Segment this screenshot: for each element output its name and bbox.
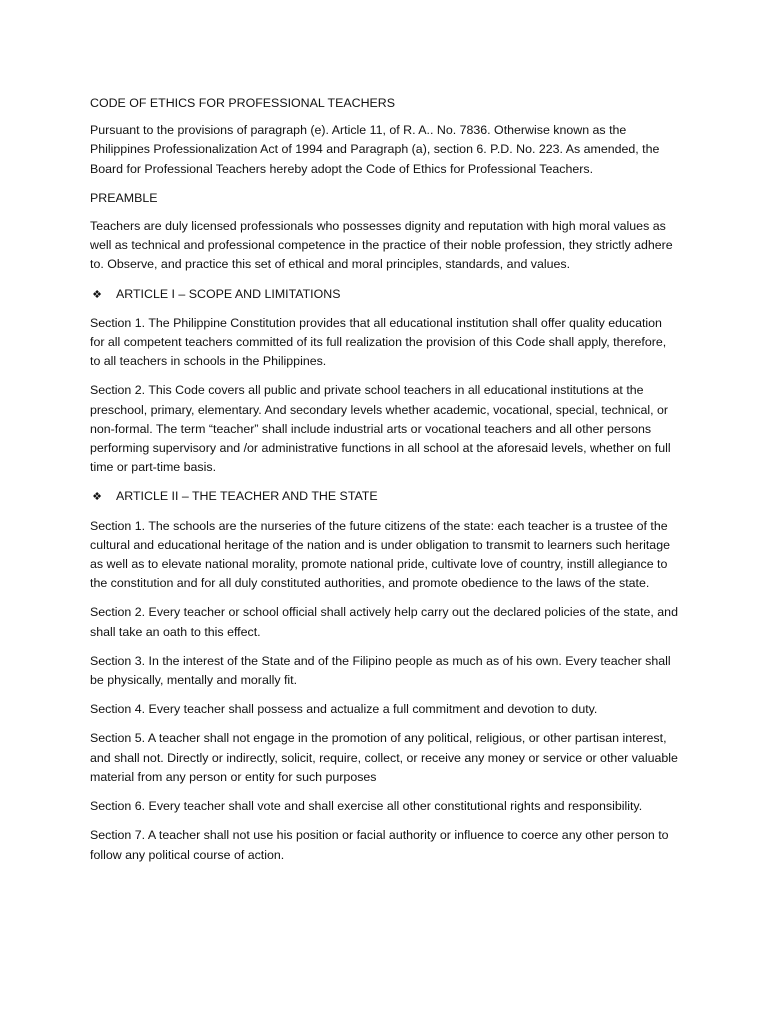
diamond-bullet-icon: ❖ — [92, 287, 102, 301]
section-label: Section 2. — [90, 605, 146, 620]
intro-paragraph: Pursuant to the provisions of paragraph (e). Article 11, of R. A.. No. 7836. Otherwise known as the Philippines Professionalization Act of 1994 and Paragraph (a), section 6. P.D. No. 223. As amended, the Board for Professional Teachers hereby adopt the Code of Ethics for Professional Teachers. — [90, 123, 660, 176]
article-2-section-3 — [90, 652, 678, 690]
section-text: Every teacher shall possess and actualize a full commitment and devotion to duty. — [145, 702, 598, 717]
section-label: Section 1. — [90, 315, 146, 330]
document-title: CODE OF ETHICS FOR PROFESSIONAL TEACHERS — [90, 96, 395, 110]
article-1-heading: ARTICLE I – SCOPE AND LIMITATIONS — [116, 286, 341, 301]
section-text: The schools are the nurseries of the future citizens of the state: each teacher is a trustee of the cultural and educational heritage of the nation and is under obligation to transmit to learners such heritage as well as to elevate national morality, promote national pride, cultivate love of country, instill allegiance to the constitution and for all duly constituted authorities, and promote obedience to the laws of the state. — [90, 518, 670, 591]
section-text: A teacher shall not engage in the promotion of any political, religious, or other partisan interest, and shall not. Directly or indirectly, solicit, require, collect, or receive any money or service or other valuable material from any person or entity for such purposes — [90, 731, 678, 784]
section-label: Section 1. — [90, 518, 146, 533]
article-2-heading: ARTICLE II – THE TEACHER AND THE STATE — [116, 489, 378, 504]
section-text: This Code covers all public and private school teachers in all educational institutions at the preschool, primary, elementary. And secondary levels whether academic, vocational, special, technical, or non-formal. The term “teacher” shall include industrial arts or vocational teachers and all other persons performing supervisory and /or administrative functions in all school at the aforesaid levels, whether on full time or part-time basis. — [90, 383, 671, 475]
section-label: Section 6. — [90, 799, 146, 814]
section-label: Section 3. — [90, 653, 146, 668]
section-label: Section 5. — [90, 731, 146, 746]
preamble-paragraph: Teachers are duly licensed professionals who possesses dignity and reputation with high moral values as well as technical and professional competence in the practice of their noble profession, they strictly adhere to. Observe, and practice this set of ethical and moral principles, standards, and values. — [90, 219, 673, 272]
article-1-section-1 — [90, 314, 678, 372]
article-2-section-2 — [90, 603, 678, 641]
article-2-heading-row — [90, 487, 678, 506]
article-1-heading-row — [90, 285, 678, 304]
section-text: In the interest of the State and of the Filipino people as much as of his own. Every teacher shall be physically, mentally and morally fit. — [90, 653, 671, 688]
article-2-section-5 — [90, 729, 678, 787]
article-2-section-7 — [90, 826, 678, 864]
article-2-section-1 — [90, 517, 678, 594]
article-1-section-2 — [90, 381, 678, 477]
article-2-section-6 — [90, 797, 678, 816]
preamble-heading: PREAMBLE — [90, 190, 158, 205]
section-text: Every teacher or school official shall actively help carry out the declared policies of the state, and shall take an oath to this effect. — [90, 605, 678, 639]
article-2-section-4 — [90, 700, 678, 719]
section-label: Section 7. — [90, 828, 146, 843]
section-text: A teacher shall not use his position or facial authority or influence to coerce any other person to follow any political course of action. — [90, 828, 669, 862]
section-text: The Philippine Constitution provides that all educational institution shall offer quality education for all competent teachers committed of its full realization the provision of this Code shall apply, therefore, to all teachers in schools in the Philippines. — [90, 315, 667, 369]
section-text: Every teacher shall vote and shall exercise all other constitutional rights and responsibility. — [145, 799, 643, 814]
diamond-bullet-icon: ❖ — [92, 490, 102, 504]
section-label: Section 2. — [90, 383, 146, 398]
section-label: Section 4. — [90, 702, 146, 717]
